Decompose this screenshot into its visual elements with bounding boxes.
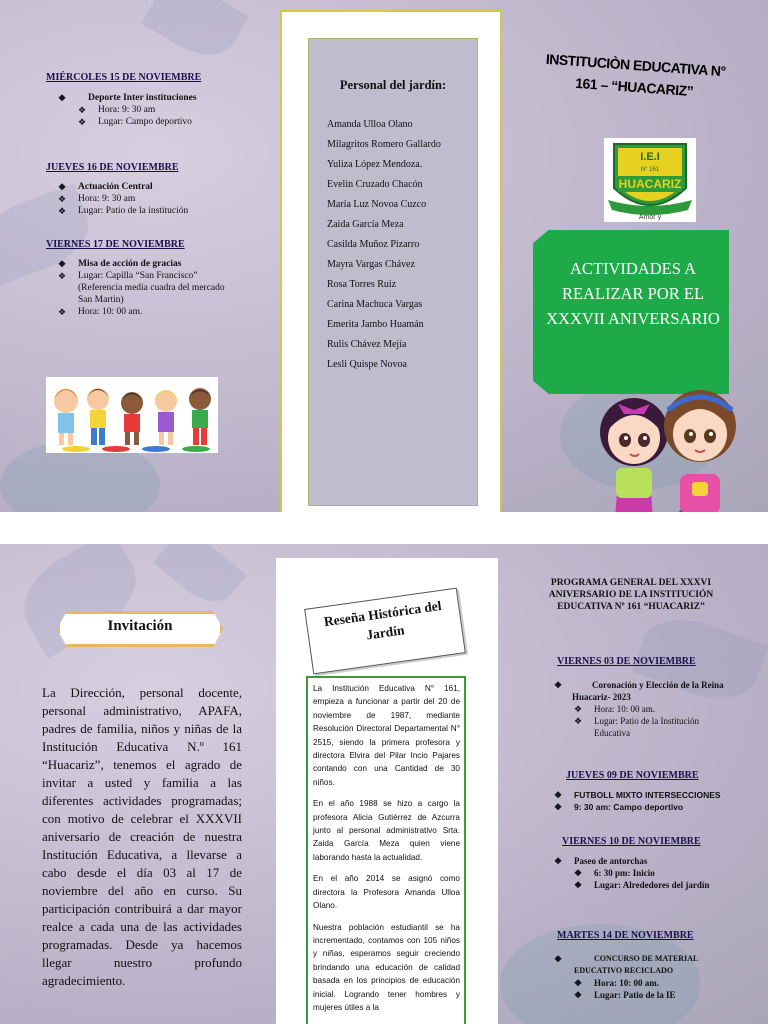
event-detail: ❖ Lugar: Patio de la Institución Educativa bbox=[552, 715, 728, 739]
child-figure bbox=[54, 389, 78, 445]
leaf-decoration bbox=[141, 0, 249, 68]
event-title: ❖ Coronación y Elección de la Reina Huacariz- 2023 bbox=[552, 679, 728, 703]
history-text bbox=[313, 682, 460, 1022]
logo-text: Amor y bbox=[638, 214, 662, 221]
event-detail: ❖ Lugar: Alrededores del jardín bbox=[552, 879, 730, 891]
event-detail: ❖ Hora: 10: 00 am. bbox=[552, 977, 728, 989]
history-paragraph: La Institución Educativa N° 161, empieza a funcionar a partir del 20 de noviembre de 1987, mediante Resolución Directoral Departamental N° 2515, siendo la primera profesora y directora Elvira del Pilar Incio Pajares contando con una Cantidad de 30 niños. bbox=[313, 684, 460, 787]
event-detail: ❖ Hora: 10: 00 am. bbox=[56, 306, 226, 318]
staff-member: Casilda Muñoz Pizarro bbox=[327, 239, 420, 250]
day-heading: MIÉRCOLES 15 DE NOVIEMBRE bbox=[46, 72, 202, 83]
event-detail: ❖ Lugar: Capilla “San Francisco” (Referencia media cuadra del mercado San Martin) bbox=[56, 270, 226, 306]
day-items bbox=[56, 181, 226, 217]
staff-member: Carina Machuca Vargas bbox=[327, 299, 423, 310]
school-title-line: 161 – “HUACARIZ” bbox=[574, 74, 694, 100]
activities-banner-title: ACTIVIDADES A REALIZAR POR EL XXXVII ANIVERSARIO bbox=[546, 259, 720, 328]
day-items bbox=[56, 258, 226, 318]
school-title bbox=[539, 47, 732, 104]
day-heading: VIERNES 03 DE NOVIEMBRE bbox=[557, 656, 696, 667]
page-gap bbox=[0, 512, 768, 544]
logo-text: N° 161 bbox=[640, 167, 660, 173]
event-title: ❖ Misa de acción de gracias bbox=[56, 258, 226, 270]
event-detail: ❖ Hora: 9: 30 am bbox=[56, 193, 226, 205]
staff-member: Rulis Chávez Mejía bbox=[327, 339, 407, 350]
staff-card bbox=[280, 10, 502, 513]
staff-member: Yuliza López Mendoza. bbox=[327, 159, 423, 170]
day-heading: VIERNES 10 DE NOVIEMBRE bbox=[562, 836, 701, 847]
staff-member: María Luz Novoa Cuzco bbox=[327, 199, 427, 210]
event-detail: ❖ Lugar: Patio de la institución bbox=[56, 205, 226, 217]
invitation-body: La Dirección, personal docente, personal administrativo, APAFA, padres de familia, niños y niñas de la Institución Educativa N.º 161 “Huacariz”, tenemos el agrado de invitar a usted y familia a las diferentes actividades programadas; con motivo de celebrar el XXXVII aniversario de creación de nuestra Institución Educativa, a llevarse a cabo desde el día 03 al 17 de noviembre del año en curso. Su participación contribuirá a dar mayor realce a cada una de las actividades programadas. Desde ya hacemos llegar nuestro profundo agradecimiento. bbox=[42, 685, 242, 988]
staff-member: Emerita Jambo Huamán bbox=[327, 319, 424, 330]
staff-member: Zaida García Meza bbox=[327, 219, 404, 230]
event-detail: ❖ Lugar: Campo deportivo bbox=[56, 116, 216, 128]
logo-text: HUACARIZ bbox=[618, 177, 682, 191]
day-items bbox=[552, 855, 730, 891]
invitation-title: Invitación bbox=[107, 618, 173, 634]
staff-member: Milagritos Romero Gallardo bbox=[327, 139, 441, 150]
event-title: ❖ Actuación Central bbox=[56, 181, 226, 193]
school-title-line: INSTITUCIÒN EDUCATIVA N° bbox=[545, 50, 727, 80]
day-items bbox=[552, 679, 728, 739]
day-items bbox=[552, 953, 728, 1001]
school-logo bbox=[604, 138, 696, 222]
staff-title: Personal del jardín: bbox=[339, 78, 447, 92]
day-heading: MARTES 14 DE NOVIEMBRE bbox=[557, 930, 694, 941]
event-detail: ❖ Lugar: Patio de la IE bbox=[552, 989, 728, 1001]
event-title: ❖ Deporte Inter instituciones bbox=[56, 92, 216, 104]
history-paragraph: Nuestra población estudiantil se ha incrementado, contamos con 105 niños y niñas, esperamos seguir creciendo brindando una educación de calidad basada en los principios de educación inicial. Logrando tener hombres y mujeres útiles a la bbox=[313, 922, 460, 1012]
history-paragraph: En el año 1988 se hizo a cargo la profesora Alicia Gutiérrez de Azcurra junto al personal administrativo Srta. Zaida García Meza quien viene laborando hasta la actualidad. bbox=[313, 799, 460, 862]
staff-member: Evelin Cruzado Chacón bbox=[327, 179, 423, 190]
event-title: ❖ CONCURSO DE MATERIAL EDUCATIVO RECICLADO bbox=[552, 953, 728, 977]
event-title: ❖ FUTBOLL MIXTO INTERSECCIONES bbox=[552, 789, 732, 801]
staff-list bbox=[327, 119, 467, 379]
children-illustration bbox=[46, 377, 218, 453]
history-title: Reseña Histórica del Jardín bbox=[322, 597, 443, 643]
day-items bbox=[552, 789, 732, 813]
event-detail: ❖ Hora: 10: 00 am. bbox=[552, 703, 728, 715]
staff-member: Mayra Vargas Chávez bbox=[327, 259, 415, 270]
event-detail: ❖ 9: 30 am: Campo deportivo bbox=[552, 801, 732, 813]
staff-member: Lesli Quispe Novoa bbox=[327, 359, 407, 370]
day-heading: JUEVES 16 DE NOVIEMBRE bbox=[46, 162, 179, 173]
logo-text: I.E.I bbox=[640, 151, 660, 163]
program-title: PROGRAMA GENERAL DEL XXXVI ANIVERSARIO DE LA INSTITUCIÓN EDUCATIVA Nº 161 “HUACARIZ” bbox=[548, 578, 714, 612]
staff-member: Rosa Torres Ruiz bbox=[327, 279, 397, 290]
staff-member: Amanda Ulloa Olano bbox=[327, 119, 413, 130]
leaf-decoration bbox=[153, 544, 246, 614]
event-title: ❖ Paseo de antorchas bbox=[552, 855, 730, 867]
day-items bbox=[56, 92, 216, 128]
event-detail: ❖ Hora: 9: 30 am bbox=[56, 104, 216, 116]
event-detail: ❖ 6: 30 pm: Inicio bbox=[552, 867, 730, 879]
day-heading: VIERNES 17 DE NOVIEMBRE bbox=[46, 239, 185, 250]
history-paragraph: En el año 2014 se asignó como directora la Profesora Amanda Ulloa Olano. bbox=[313, 874, 460, 911]
staff-panel bbox=[308, 38, 478, 506]
day-heading: JUEVES 09 DE NOVIEMBRE bbox=[566, 770, 699, 781]
girls-illustration bbox=[592, 382, 744, 513]
